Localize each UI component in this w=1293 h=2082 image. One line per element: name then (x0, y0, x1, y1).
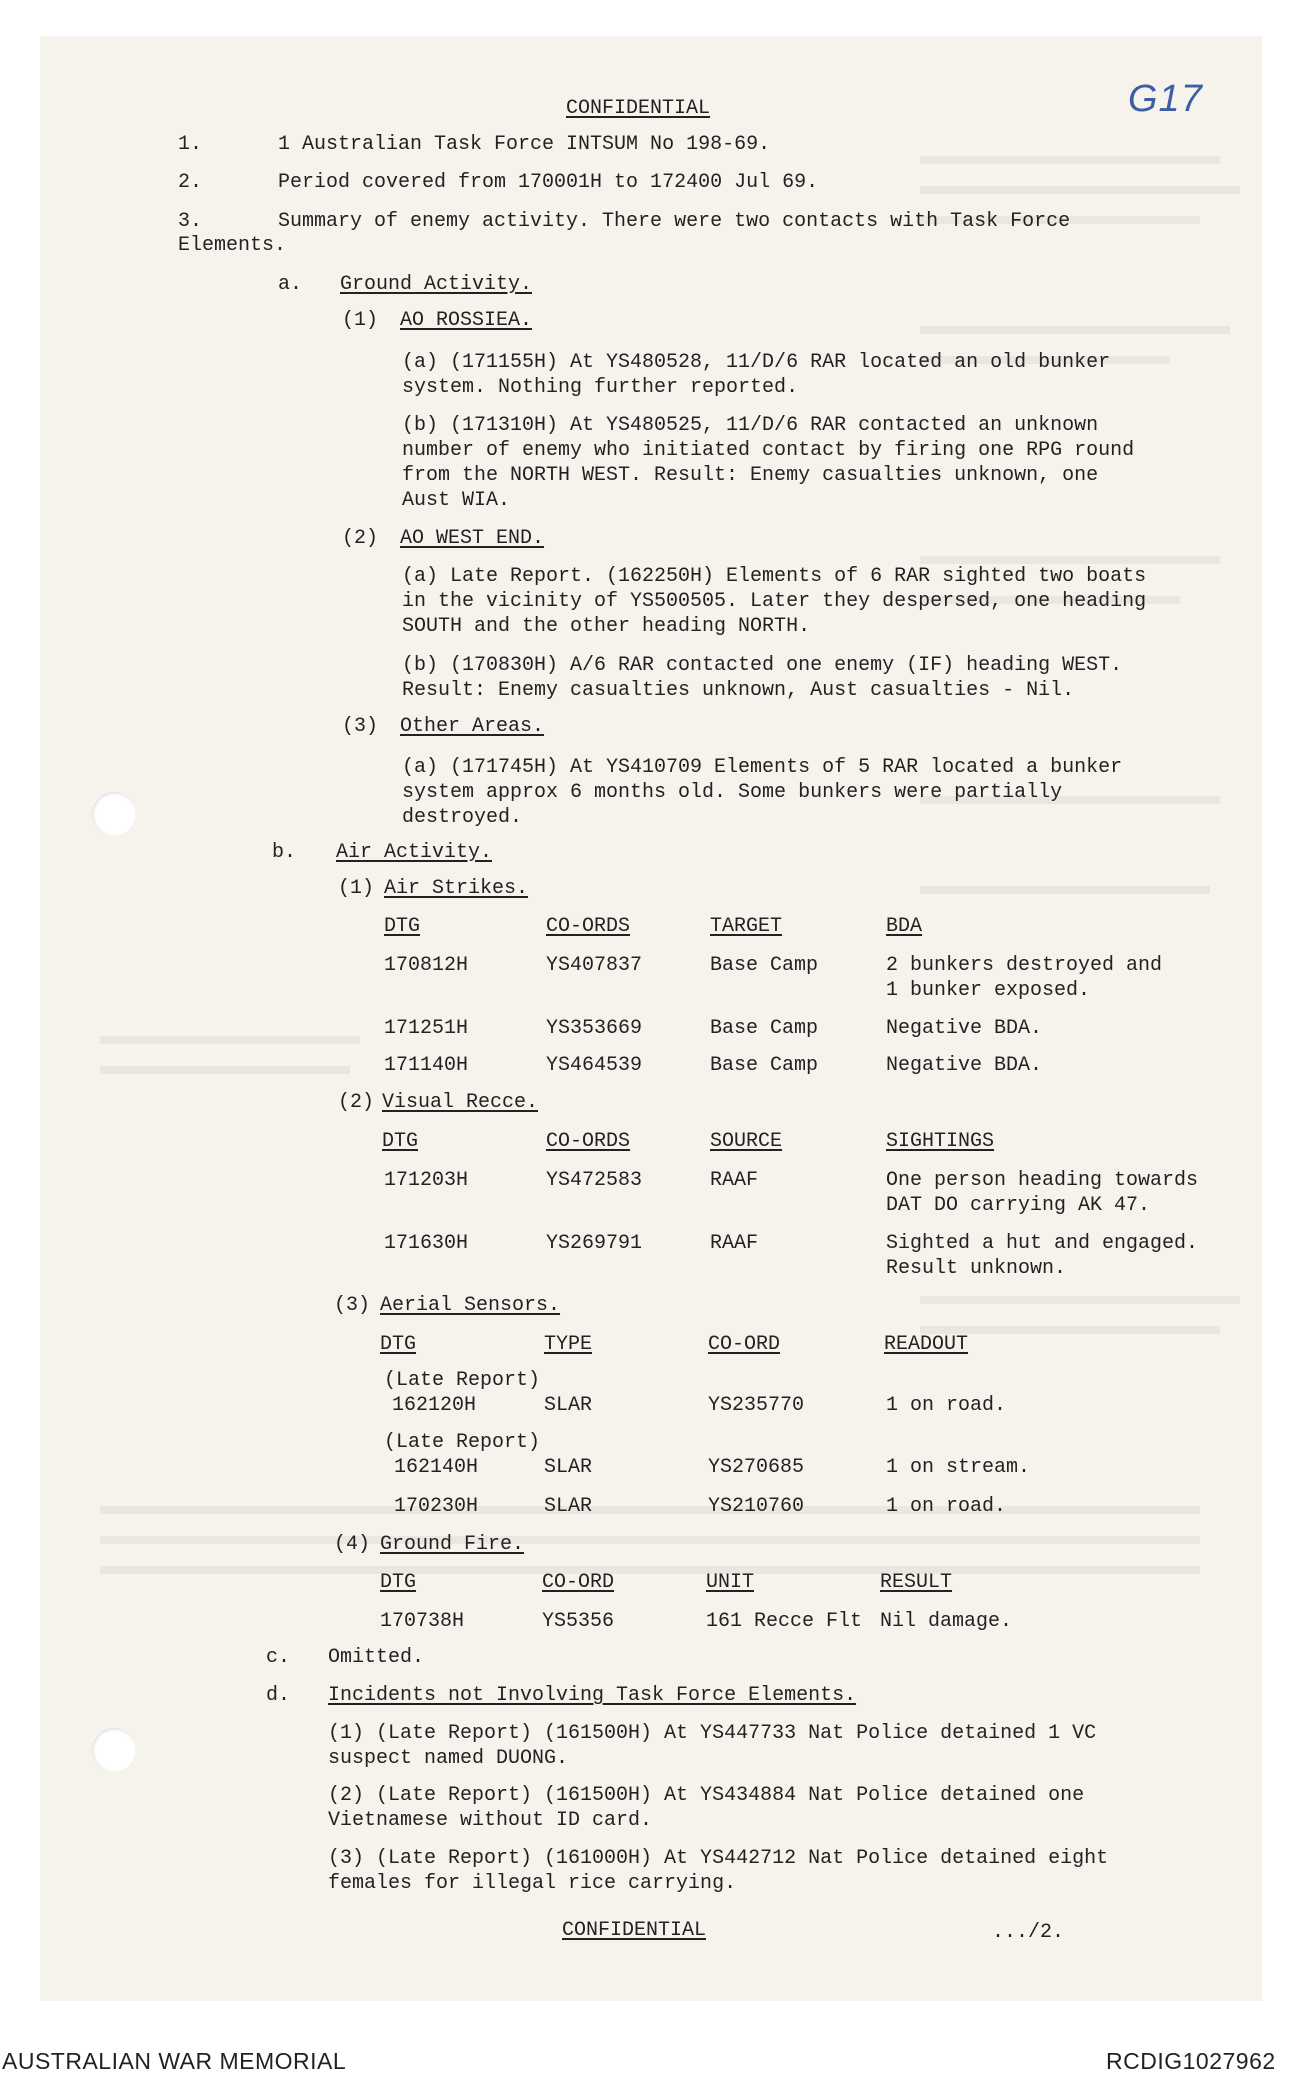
sensor-cell: SLAR (544, 1495, 593, 1518)
a1b-line-2: number of enemy who initiated contact by firing one RPG round (402, 439, 1135, 462)
section-d-letter: d. (266, 1684, 291, 1707)
punch-hole-bottom (92, 1728, 136, 1772)
item-2-text: Period covered from 170001H to 172400 Jul 69. (278, 171, 819, 194)
recce-cell: DAT DO carrying AK 47. (886, 1194, 1151, 1217)
a1a-line-1: (a) (171155H) At YS480528, 11/D/6 RAR located an old bunker (402, 351, 1111, 374)
section-d-title: Incidents not Involving Task Force Elements. (328, 1684, 857, 1707)
recce-header-sightings: SIGHTINGS (886, 1130, 995, 1153)
d1-line-2: suspect named DUONG. (328, 1747, 569, 1770)
a3a-line-3: destroyed. (402, 806, 523, 829)
item-1-text: 1 Australian Task Force INTSUM No 198-69. (278, 133, 771, 156)
fire-header-unit: UNIT (706, 1571, 755, 1594)
sensor-cell: 170230H (394, 1495, 479, 1518)
d1-line-1: (1) (Late Report) (161500H) At YS447733 Nat Police detained 1 VC (328, 1722, 1097, 1745)
b3-number: (3) (334, 1294, 371, 1317)
b4-title: Ground Fire. (380, 1533, 525, 1556)
a2-title: AO WEST END. (400, 527, 545, 550)
d3-line-2: females for illegal rice carrying. (328, 1872, 737, 1895)
a2b-line-2: Result: Enemy casualties unknown, Aust casualties - Nil. (402, 679, 1075, 702)
a3-title: Other Areas. (400, 715, 545, 738)
a1b-line-4: Aust WIA. (402, 489, 511, 512)
b2-number: (2) (338, 1091, 375, 1114)
fire-header-result: RESULT (880, 1571, 953, 1594)
a2a-line-3: SOUTH and the other heading NORTH. (402, 615, 811, 638)
sensor-cell: 162140H (394, 1456, 479, 1479)
sensor-header-type: TYPE (544, 1333, 593, 1356)
section-b-title: Air Activity. (336, 841, 493, 864)
archive-identifier: RCDIG1027962 (1106, 2048, 1276, 2074)
strikes-header-bda: BDA (886, 915, 923, 938)
strikes-cell: Base Camp (710, 954, 819, 977)
sensor-cell: 1 on road. (886, 1394, 1007, 1417)
fire-cell: YS5356 (542, 1610, 615, 1633)
sensor-cell: SLAR (544, 1456, 593, 1479)
strikes-cell: Negative BDA. (886, 1054, 1043, 1077)
a3a-line-1: (a) (171745H) At YS410709 Elements of 5 RAR located a bunker (402, 756, 1123, 779)
fire-cell: 170738H (380, 1610, 465, 1633)
fire-header-coord: CO-ORD (542, 1571, 615, 1594)
a2b-line-1: (b) (170830H) A/6 RAR contacted one enemy (IF) heading WEST. (402, 654, 1123, 677)
strikes-cell: 2 bunkers destroyed and (886, 954, 1163, 977)
sensor-cell: YS210760 (708, 1495, 805, 1518)
fire-cell: Nil damage. (880, 1610, 1013, 1633)
a3a-line-2: system approx 6 months old. Some bunkers were partially (402, 781, 1063, 804)
a3-number: (3) (342, 715, 379, 738)
recce-cell: YS472583 (546, 1169, 643, 1192)
a2a-line-1: (a) Late Report. (162250H) Elements of 6 RAR sighted two boats (402, 565, 1147, 588)
recce-header-source: SOURCE (710, 1130, 783, 1153)
fire-cell: 161 Recce Flt (706, 1610, 863, 1633)
archive-credit: AUSTRALIAN WAR MEMORIAL (2, 2048, 347, 2074)
a1a-line-2: system. Nothing further reported. (402, 376, 799, 399)
strikes-cell: 171140H (384, 1054, 469, 1077)
recce-cell: 171630H (384, 1232, 469, 1255)
strikes-cell: 170812H (384, 954, 469, 977)
punch-hole-top (92, 792, 136, 836)
d3-line-1: (3) (Late Report) (161000H) At YS442712 Nat Police detained eight (328, 1847, 1109, 1870)
section-c-letter: c. (266, 1646, 291, 1669)
header-classification: CONFIDENTIAL (566, 97, 711, 120)
recce-header-dtg: DTG (382, 1130, 419, 1153)
fire-header-dtg: DTG (380, 1571, 417, 1594)
recce-cell: RAAF (710, 1169, 759, 1192)
item-3-continuation: Elements. (178, 234, 287, 257)
sensor-header-coord: CO-ORD (708, 1333, 781, 1356)
sensor-late-report-2: (Late Report) (384, 1431, 541, 1454)
section-a-letter: a. (278, 273, 303, 296)
recce-header-coords: CO-ORDS (546, 1130, 631, 1153)
b3-title: Aerial Sensors. (380, 1294, 561, 1317)
recce-cell: 171203H (384, 1169, 469, 1192)
strikes-header-dtg: DTG (384, 915, 421, 938)
strikes-cell: YS353669 (546, 1017, 643, 1040)
item-2-number: 2. (178, 171, 203, 194)
strikes-cell: YS407837 (546, 954, 643, 977)
sensor-header-dtg: DTG (380, 1333, 417, 1356)
sensor-cell: SLAR (544, 1394, 593, 1417)
footer-classification: CONFIDENTIAL (562, 1919, 707, 1942)
section-a-title: Ground Activity. (340, 273, 533, 296)
page-continuation: .../2. (992, 1921, 1065, 1944)
a2-number: (2) (342, 527, 379, 550)
handwritten-folio-number: G17 (1128, 78, 1203, 120)
strikes-header-target: TARGET (710, 915, 783, 938)
recce-cell: One person heading towards (886, 1169, 1199, 1192)
d2-line-2: Vietnamese without ID card. (328, 1809, 653, 1832)
recce-cell: RAAF (710, 1232, 759, 1255)
recce-cell: Result unknown. (886, 1257, 1067, 1280)
sensor-cell: YS235770 (708, 1394, 805, 1417)
sensor-cell: 1 on stream. (886, 1456, 1031, 1479)
b4-number: (4) (334, 1533, 371, 1556)
strikes-cell: 171251H (384, 1017, 469, 1040)
sensor-cell: 162120H (392, 1394, 477, 1417)
recce-cell: Sighted a hut and engaged. (886, 1232, 1199, 1255)
section-b-letter: b. (272, 841, 297, 864)
strikes-header-coords: CO-ORDS (546, 915, 631, 938)
b2-title: Visual Recce. (382, 1091, 539, 1114)
sensor-cell: YS270685 (708, 1456, 805, 1479)
section-c-text: Omitted. (328, 1646, 425, 1669)
b1-title: Air Strikes. (384, 877, 529, 900)
strikes-cell: Negative BDA. (886, 1017, 1043, 1040)
strikes-cell: 1 bunker exposed. (886, 979, 1091, 1002)
item-3-text: Summary of enemy activity. There were two contacts with Task Force (278, 210, 1071, 233)
d2-line-1: (2) (Late Report) (161500H) At YS434884 Nat Police detained one (328, 1784, 1085, 1807)
sensor-late-report-1: (Late Report) (384, 1369, 541, 1392)
item-3-number: 3. (178, 210, 203, 233)
b1-number: (1) (338, 877, 375, 900)
sensor-cell: 1 on road. (886, 1495, 1007, 1518)
sensor-header-readout: READOUT (884, 1333, 969, 1356)
a1b-line-1: (b) (171310H) At YS480525, 11/D/6 RAR contacted an unknown (402, 414, 1099, 437)
item-1-number: 1. (178, 133, 203, 156)
strikes-cell: Base Camp (710, 1017, 819, 1040)
a1-title: AO ROSSIEA. (400, 309, 533, 332)
a2a-line-2: in the vicinity of YS500505. Later they despersed, one heading (402, 590, 1147, 613)
strikes-cell: YS464539 (546, 1054, 643, 1077)
strikes-cell: Base Camp (710, 1054, 819, 1077)
recce-cell: YS269791 (546, 1232, 643, 1255)
a1-number: (1) (342, 309, 379, 332)
a1b-line-3: from the NORTH WEST. Result: Enemy casualties unknown, one (402, 464, 1099, 487)
